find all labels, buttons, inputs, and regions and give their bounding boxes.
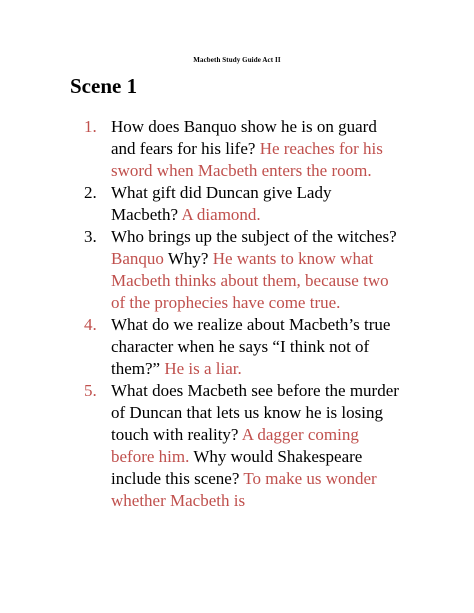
question-item-4 — [70, 314, 400, 380]
question-number: 3. — [84, 227, 97, 246]
answer-text: He is a liar. — [164, 359, 242, 378]
question-text: How does Banquo show he is on guard and fears for his life? — [111, 117, 377, 158]
question-number: 2. — [84, 183, 97, 202]
document-title: Macbeth Study Guide Act II — [193, 56, 281, 64]
answer-text: Banquo — [111, 249, 164, 268]
question-followup-text: Why? — [167, 249, 209, 268]
question-followup-text: Why would Shakespeare include this scene? — [111, 447, 363, 488]
question-number: 1. — [84, 117, 97, 136]
question-text: Who brings up the subject of the witches? — [111, 227, 397, 246]
answer-followup-text: To make us wonder whether Macbeth is — [111, 469, 377, 510]
question-text: What does Macbeth see before the murder of Duncan that lets us know he is losing touch with reality? — [111, 381, 399, 444]
answer-followup-text: He wants to know what Macbeth thinks about them, because two of the prophecies have come true. — [111, 249, 389, 312]
answer-text: A diamond. — [181, 205, 261, 224]
question-text: What gift did Duncan give Lady Macbeth? — [111, 183, 332, 224]
question-list — [70, 116, 400, 512]
question-item-1 — [70, 116, 400, 182]
question-number: 5. — [84, 381, 97, 400]
scene-heading: Scene 1 — [70, 74, 138, 98]
question-item-2 — [70, 182, 400, 226]
answer-text: He reaches for his sword when Macbeth enters the room. — [111, 139, 383, 180]
answer-text: A dagger coming before him. — [111, 425, 359, 466]
question-item-5 — [70, 380, 400, 512]
question-item-3 — [70, 226, 400, 314]
question-number: 4. — [84, 315, 97, 334]
question-text: What do we realize about Macbeth’s true character when he says “I think not of them?” — [111, 315, 391, 378]
